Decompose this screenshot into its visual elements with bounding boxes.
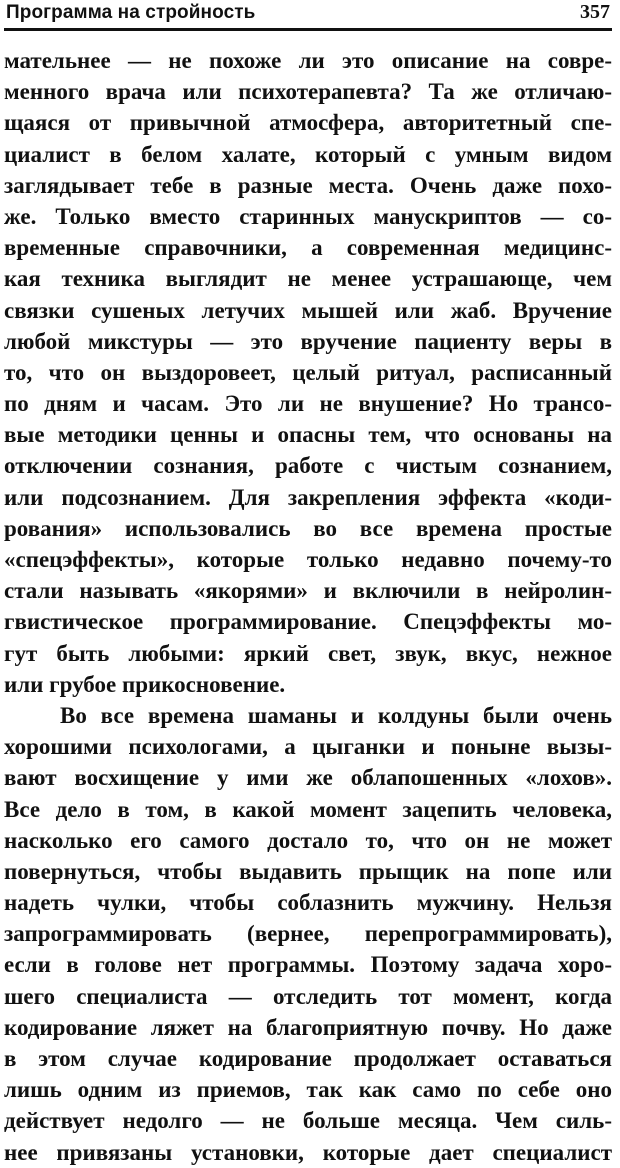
page-number: 357 [580,1,610,23]
text-line: любой микстуры — это вручение пациенту веры в [4,328,612,354]
text-line: щаяся от привычной атмосфера, авторитетный спе- [4,110,612,136]
text-line: надеть чулки, чтобы соблазнить мужчину. Нельзя [4,890,612,916]
text-line: отключении сознания, работе с чистым сознанием, [4,453,612,479]
text-line: нее привязаны установки, которые дает специалист [4,1139,612,1165]
text-line: мательнее — не похоже ли это описание на совре- [4,48,612,73]
text-line: связки сушеных летучих мышей или жаб. Вручение [4,297,612,323]
page-header [4,2,612,31]
text-line: по дням и часам. Это ли не внушение? Но трансо- [4,391,612,417]
text-line: шего специалиста — отследить тот момент, когда [4,983,612,1009]
text-line: хорошими психологами, а цыганки и поныне вызы- [4,734,612,760]
text-line: заглядывает тебе в разные места. Очень даже похо- [4,172,612,198]
body-text [4,45,612,1168]
text-line: «спецэффекты», которые только недавно почему-то [4,547,612,572]
text-line: повернуться, чтобы выдавить прыщик на попе или [4,858,612,884]
text-line: же. Только вместо старинных манускриптов — со- [4,203,612,229]
text-line: циалист в белом халате, который с умным видом [4,141,612,167]
text-line: вают восхищение у ими же облапошенных «лохов». [4,765,612,791]
running-title: Программа на стройность [6,2,256,23]
text-line: лишь одним из приемов, так как само по себе оно [4,1077,612,1103]
text-line: если в голове нет программы. Поэтому задача хоро- [4,952,612,978]
text-line: временные справочники, а современная медицинс- [4,235,612,261]
text-line: Все дело в том, в какой момент зацепить человека, [4,796,612,822]
text-line: гвистическое программирование. Спецэффекты мо- [4,609,612,635]
text-line: в этом случае кодирование продолжает оставаться [4,1046,612,1071]
text-line: кодирование ляжет на благоприятную почву. Но даже [4,1014,612,1040]
paragraph-start-line: Во все времена шаманы и колдуны были очень [60,702,612,728]
text-line: то, что он выздоровеет, целый ритуал, расписанный [4,359,612,385]
text-line: насколько его самого достало то, что он не может [4,827,612,853]
text-line: действует недолго — не больше месяца. Чем силь- [4,1108,612,1134]
text-line: запрограммировать (вернее, перепрограммировать), [4,921,612,947]
text-line: или подсознанием. Для закрепления эффекта «коди- [4,484,612,510]
text-line: стали называть «якорями» и включили в нейролин- [4,578,612,604]
paragraph-end-line: или грубое прикосновение. [4,671,286,697]
text-line: менного врача или психотерапевта? Та же отличаю- [4,79,612,105]
text-line: гут быть любыми: яркий свет, звук, вкус, нежное [4,640,612,666]
text-line: вые методики ценны и опасны тем, что основаны на [4,422,612,448]
text-line: кая техника выглядит не менее устрашающе, чем [4,266,612,292]
text-line: рования» использовались во все времена простые [4,515,612,541]
